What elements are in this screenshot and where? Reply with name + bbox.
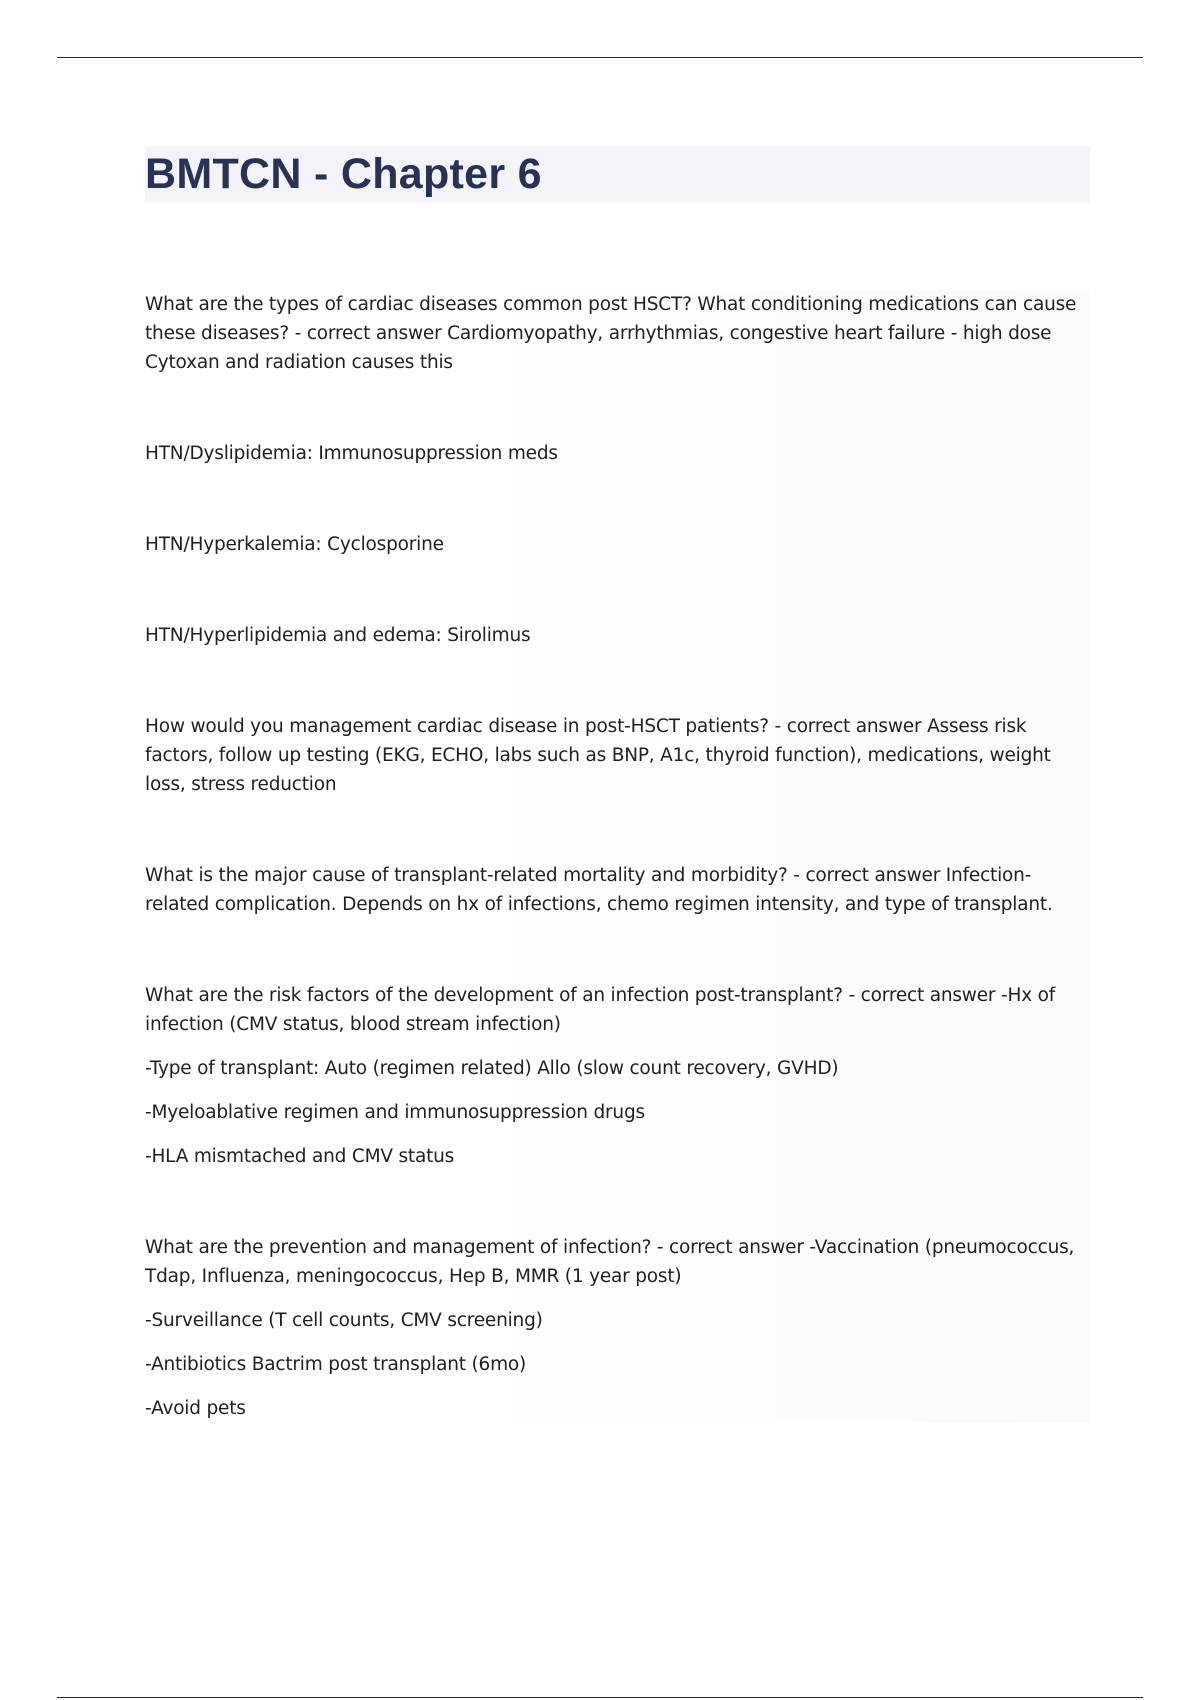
qa-text: How would you management cardiac disease in post-HSCT patients? - correct answer Assess risk factors, follow up testing (EKG, ECHO, labs such as BNP, A1c, thyroid function), medications, weight loss, stress reduction [145,716,1051,795]
document-title: BMTCN - Chapter 6 [145,149,542,198]
document-body [145,290,1090,1423]
qa-text: What is the major cause of transplant-related mortality and morbidity? - correct answer Infection-related complication. Depends on hx of infections, chemo regimen intensity, and type of transplant. [145,865,1053,915]
qa-block [145,530,1090,559]
qa-text: HTN/Dyslipidemia: Immunosuppression meds [145,443,558,464]
qa-text: What are the types of cardiac diseases common post HSCT? What conditioning medications can cause these diseases? - correct answer Cardiomyopathy, arrhythmias, congestive heart failure - high dose Cytoxan and radiation causes this [145,294,1077,373]
qa-bullet: -Type of transplant: Auto (regimen related) Allo (slow count recovery, GVHD) [145,1058,839,1079]
qa-text: What are the prevention and management of infection? - correct answer -Vaccination (pneumococcus, Tdap, Influenza, meningococcus, Hep B, MMR (1 year post) [145,1237,1075,1287]
qa-bullet: -HLA mismtached and CMV status [145,1146,455,1167]
qa-text: HTN/Hyperlipidemia and edema: Sirolimus [145,625,531,646]
qa-block [145,290,1090,377]
qa-text: What are the risk factors of the development of an infection post-transplant? - correct answer -Hx of infection (CMV status, blood stream infection) [145,985,1056,1035]
qa-text: HTN/Hyperkalemia: Cyclosporine [145,534,444,555]
bottom-rule [57,1697,1143,1698]
top-rule [57,57,1143,58]
qa-bullet: -Antibiotics Bactrim post transplant (6mo) [145,1354,527,1375]
qa-block [145,621,1090,650]
document-content [145,146,1090,1485]
qa-bullet: -Avoid pets [145,1398,246,1419]
title-bar [145,146,1090,202]
qa-block [145,1233,1090,1423]
qa-block [145,981,1090,1171]
qa-block [145,861,1090,919]
qa-block [145,712,1090,799]
qa-block [145,439,1090,468]
qa-bullet: -Surveillance (T cell counts, CMV screening) [145,1310,543,1331]
qa-bullet: -Myeloablative regimen and immunosuppression drugs [145,1102,645,1123]
